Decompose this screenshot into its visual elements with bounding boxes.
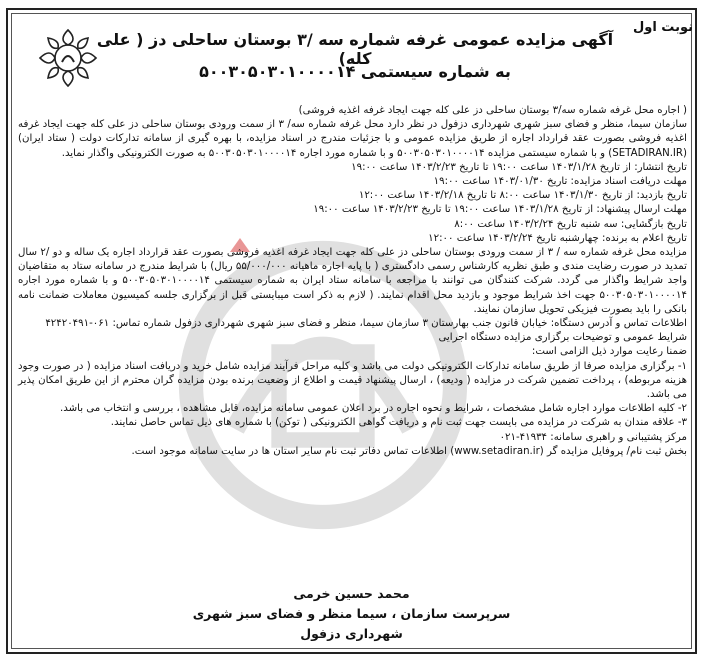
body-line: تاریخ انتشار: از تاریخ ۱۴۰۳/۱/۲۸ ساعت ۱۹:۰۰ تا تاریخ ۱۴۰۳/۲/۲۳ ساعت ۱۹:۰۰	[351, 161, 687, 173]
body-line: ۱- برگزاری مزایده صرفا از طریق سامانه تدارکات الکترونیکی دولت می باشد و کلیه مراحل فرآیند مزایده شامل خرید و دریافت اسناد مزایده ( در صورت وجود هزینه مربوطه) ، پرداخت تضمین شرکت در مزایده ( ودیعه) ، ارسال پیشنهاد قیمت و اطلاع از وضعیت برنده بودن مزایده گران محترم از این طریق امکان پذیر می باشد.	[18, 360, 687, 401]
body-line: بخش ثبت نام/ پروفایل مزایده گر (www.setadiran.ir) اطلاعات تماس دفاتر ثبت نام سایر استان ها در سایت سامانه موجود است.	[131, 445, 687, 457]
notice-badge: نوبت اول	[632, 20, 693, 35]
notice-header	[8, 10, 695, 102]
body-line: تاریخ اعلام به برنده: چهارشنبه تاریخ ۱۴۰۳/۲/۲۴ ساعت ۱۲:۰۰	[428, 232, 687, 244]
body-line: تاریخ بازگشایی: سه شنبه تاریخ ۱۴۰۳/۲/۲۴ ساعت ۸:۰۰	[454, 218, 687, 230]
body-line: مهلت ارسال پیشنهاد: از تاریخ ۱۴۰۳/۱/۲۸ ساعت ۱۹:۰۰ تا تاریخ ۱۴۰۳/۲/۲۳ ساعت ۱۹:۰۰	[313, 204, 687, 216]
body-line: تاریخ بازدید: از تاریخ ۱۴۰۳/۱/۳۰ ساعت ۸:۰۰ تا تاریخ ۱۴۰۳/۲/۱۸ ساعت ۱۲:۰۰	[358, 190, 687, 202]
body-line: اطلاعات تماس و آدرس دستگاه: خیابان قانون جنب بهارستان ۳ سازمان سیما، منظر و فضای سبز شهری شهرداری دزفول شماره تماس: ۰۶۱-۴۲۴۲۰۴۹۱	[45, 318, 687, 330]
signature-block	[8, 584, 695, 644]
body-line: ( اجاره محل غرفه شماره سه/۳ بوستان ساحلی دز علی کله جهت ایجاد غرفه اغذیه فروشی)	[298, 105, 687, 116]
body-line: ضمنا رعایت موارد ذیل الزامی است:	[531, 346, 687, 358]
signature-position: سرپرست سازمان ، سیما منظر و فضای سبز شهری	[192, 606, 511, 621]
body-line: ۳- علاقه مندان به شرکت در مزایده می بایست جهت ثبت نام و دریافت گواهی الکترونیکی ( توکن) با شماره های ذیل تماس حاصل نمایند.	[110, 417, 687, 429]
body-line: مزایده محل غرفه شماره سه / ۳ از سمت ورودی بوستان ساحلی دز علی کله جهت ایجاد غرفه اغذیه فروشی بصورت عقد قرارداد اجاره یک ساله و دو /۲ سال تمدید در صورت رضایت مندی و طبق نظریه کارشناس رسمی دادگستری ( با پایه اجاره ماهیانه ۵۵/۰۰۰/۰۰۰ ریال) با شرایط مندرج در سامانه ستاد به متقاضیان واجد شرایط واگذار می گردد. شرکت کنندگان می توانند با مراجعه با سامانه ستاد ایران به شماره سیستمی ۵۰۰۳۰۵۰۳۰۱۰۰۰۰۱۴ و با شماره مورد اجاره ۵۰۰۳۰۵۰۳۰۱۰۰۰۰۱۴ جهت اخذ شرایط موجود و بازدید محل اقدام نمایند. ( لازم به ذکر است میبایستی قبل از برگزاری جلسه کمیسیون معاملات ضمانت نامه بانکی را باید بصورت فیزیکی تحویل سازمان نمایند.	[18, 247, 688, 315]
body-line: ۲- کلیه اطلاعات موارد اجاره شامل مشخصات ، شرایط و نحوه اجاره در برد اعلان عمومی سامانه مزایده، قابل مشاهده ، بررسی و انتخاب می باشد.	[59, 403, 687, 415]
system-number-title: به شماره سیستمی ۵۰۰۳۰۵۰۳۰۱۰۰۰۰۱۴	[199, 62, 511, 81]
signature-name: محمد حسین خرمی	[293, 586, 410, 601]
page-title: آگهی مزایده عمومی غرفه شماره سه /۳ بوستان ساحلی دز ( علی کله)	[96, 30, 614, 68]
body-line: مرکز پشتیبانی و راهبری سامانه: ۴۱۹۳۴-۰۲۱	[499, 431, 687, 443]
signature-organization: شهرداری دزفول	[300, 626, 403, 641]
body-line: مهلت دریافت اسناد مزایده: تاریخ ۱۴۰۳/۰۱/۳۰ ساعت ۱۹:۰۰	[433, 176, 687, 188]
notice-frame	[6, 8, 697, 654]
body-line: شرایط عمومی و توضیحات برگزاری مزایده دستگاه اجرایی	[438, 332, 687, 344]
body-line: سازمان سیما، منظر و فضای سبز شهری شهرداری دزفول در نظر دارد محل غرفه شماره سه/ ۳ از سمت ورودی بوستان ساحلی دز علی کله جهت ایجاد غرفه اغذیه فروشی بصورت عقد قرارداد اجاره از طریق مزایده عمومی و با جزئیات مندرج در اسناد مزایده، با بهره گیری از سامانه تدارکات دولت ( ستاد ایران) (SETADIRAN.IR) و با شماره سیستمی مزایده ۵۰۰۳۰۵۰۳۰۱۰۰۰۰۱۴ و با شماره مورد اجاره ۵۰۰۳۰۵۰۳۰۱۰۰۰۰۱۴ به صورت الکترونیکی واگذار نماید.	[18, 119, 687, 159]
notice-body	[18, 104, 687, 459]
municipality-emblem-icon	[38, 28, 98, 88]
